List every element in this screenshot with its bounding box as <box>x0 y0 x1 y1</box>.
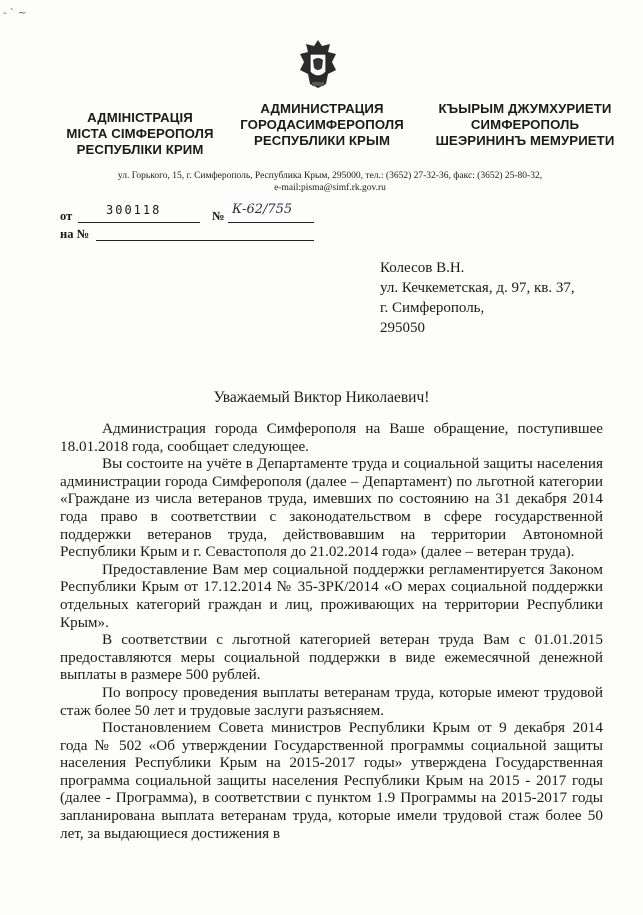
paragraph: Администрация города Симферополя на Ваше обращение, поступившее 18.01.2018 года, сообщает следующее. <box>60 420 603 455</box>
header-right-line: ШЕЭРИНИНЪ МЕМУРИЕТИ <box>435 133 615 148</box>
recipient-postcode: 295050 <box>380 320 425 336</box>
header-ukrainian <box>40 110 240 158</box>
ref-label: на № <box>60 227 90 241</box>
handwritten-number: К-62/755 <box>232 202 293 217</box>
scan-mark: - ` ~ <box>3 8 27 19</box>
paragraph: В соответствии с льготной категорией ветеран труда Вам с 01.01.2015 предоставляются меры социальной поддержки в виде ежемесячной денежной выплаты в размере 500 рублей. <box>60 631 603 684</box>
recipient-street: ул. Кечкеметская, д. 97, кв. 37, <box>380 280 575 296</box>
recipient-block <box>380 258 575 338</box>
letter-body <box>60 420 603 842</box>
paragraph: По вопросу проведения выплаты ветеранам труда, которые имеют трудовой стаж более 50 лет и трудовые заслуги разъясняем. <box>60 683 603 719</box>
header-right-line: КЪЫРЫМ ДЖУМХУРИЕТИ <box>438 101 612 116</box>
header-right-line: СИМФЕРОПОЛЬ <box>470 117 580 132</box>
date-stamp: 300118 <box>106 203 162 217</box>
number-label: № <box>212 209 225 223</box>
header-left-line: МІСТА СІМФЕРОПОЛЯ <box>66 126 214 141</box>
header-russian <box>222 101 422 149</box>
paragraph: Вы состоите на учёте в Департаменте труда и социальной защиты населения администрации города Симферополя (далее – Департамент) по льготной категории «Граждане из числа ветеранов труда, имевших по состоянию на 31 декабря 2014 года право в соответствии с законодательством в сфере государственной поддержки ветеранов труда, действовавшим на территории Автономной Республики Крым и г. Севастополя до 21.02.2014 года» (далее – ветеран труда). <box>60 455 603 561</box>
crimea-coat-of-arms-emblem <box>296 38 340 92</box>
paragraph: Предоставление Вам мер социальной поддержки регламентируется Законом Республики Крым от 17.12.2014 № 35-ЗРК/2014 «О мерах социальной поддержки отдельных категорий граждан и лиц, проживающих на территории Республики Крым». <box>60 560 603 631</box>
ref-line <box>96 226 314 241</box>
header-crimean-tatar <box>410 101 640 149</box>
header-left-line: РЕСПУБЛІКИ КРИМ <box>76 142 204 157</box>
header-center-line: АДМИНИСТРАЦИЯ <box>260 101 384 116</box>
greeting: Уважаемый Виктор Николаевич! <box>213 389 430 406</box>
from-label: от <box>60 209 73 223</box>
paragraph: Постановлением Совета министров Республики Крым от 9 декабря 2014 года № 502 «Об утверждении Государственной программы социальной защиты населения Республики Крым на 2015-2017 годы» утверждена Государственная программа социальной защиты населения Республики Крым на 2015 - 2017 годы (далее - Программа), в соответствии с пунктом 1.9 Программы на 2015-2017 годы запланирована выплата ветеранам труда, которые имели трудовой стаж более 50 лет, за выдающиеся достижения в <box>60 719 603 842</box>
letterhead-address <box>60 170 600 194</box>
header-center-line: РЕСПУБЛИКИ КРЫМ <box>253 133 391 148</box>
recipient-name: Колесов В.Н. <box>380 260 465 276</box>
email-line: e-mail:pisma@simf.rk.gov.ru <box>274 183 386 193</box>
address-line: ул. Горького, 15, г. Симферополь, Республика Крым, 295000, тел.: (3652) 27-32-36, факс: (3652) 25-80-32, <box>117 171 543 181</box>
header-center-line: ГОРОДАСИМФЕРОПОЛЯ <box>240 117 404 132</box>
recipient-city: г. Симферополь, <box>380 300 485 316</box>
header-left-line: АДМІНІСТРАЦІЯ <box>87 110 193 125</box>
